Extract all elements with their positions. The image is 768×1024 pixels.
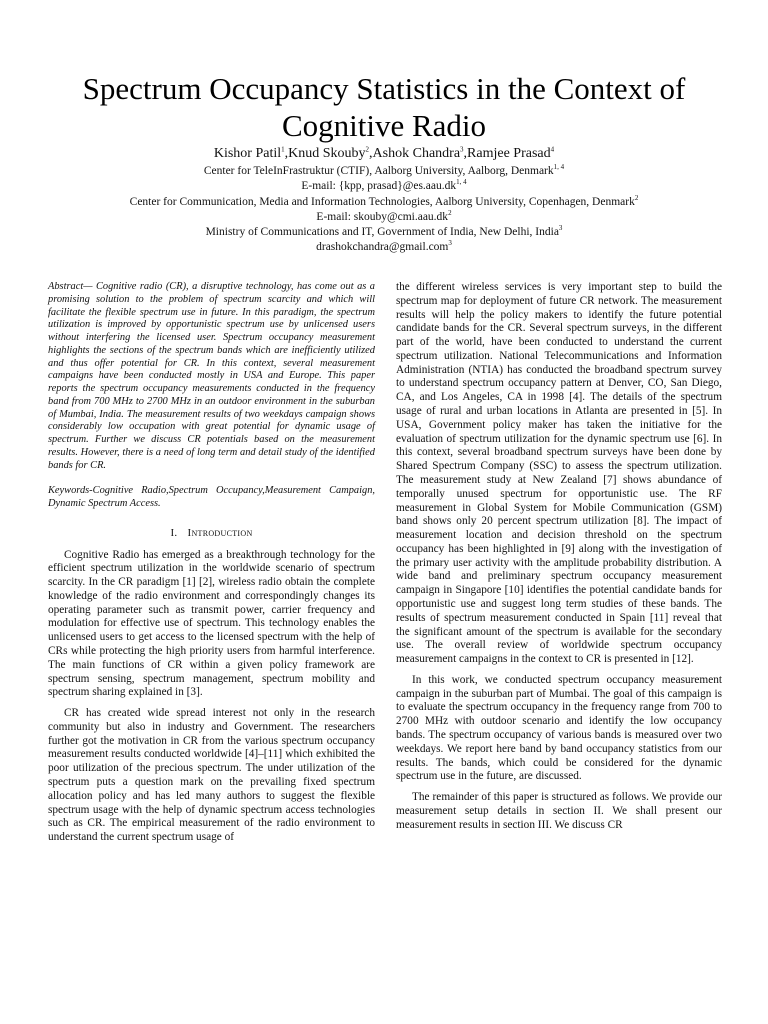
affiliation-line: Center for TeleInFrastruktur (CTIF), Aalborg University, Aalborg, Denmark$^{1, 4}$	[203, 163, 565, 177]
abstract: Abstract— Cognitive radio (CR), a disruptive technology, has come out as a promising solution to the problem of spectrum scarcity and which will facilitate the flexible spectrum use in future. In this paradigm, the spectrum utilization is improved by opportunistic spectrum use by unlicensed users without interfering the licensed user. Spectrum occupancy measurement highlights the sections of the spectrum bands which are inefficiently utilized and thus offer potential for CR. In this context, several measurement campaigns have been conducted mostly in USA and Europe. This paper reports the spectrum occupancy measurements conducted in the frequency band from 700 MHz to 2700 MHz in an outdoor environment in the suburban of Mumbai, India. The measurement results of two weekdays campaign shows considerably low occupation with great potential for dynamic usage of spectrum. Further we discuss CR potentials based on the measurement results. However, there is a need of long term and detail study of the identified bands for CR.	[48, 281, 375, 471]
body-paragraph: In this work, we conducted spectrum occupancy measurement campaign in the suburban part of Mumbai. The goal of this campaign is to evaluate the spectrum occupancy in the frequency range from 700 to 2700 MHz with outdoor scenario and identify the low occupancy bands. The spectrum occupancy of various bands is measured over two weekdays. We report here band by band occupancy statistics from our results. The bands, which could be considered for the dynamic spectrum use in the future, are discussed.	[396, 673, 722, 783]
email-line: E-mail: {kpp, prasad}@es.aau.dk$^{1, 4}$	[301, 178, 467, 193]
section-number: I.	[170, 526, 178, 539]
left-column	[48, 281, 375, 852]
title-line-1: Spectrum Occupancy Statistics in the Context of	[82, 71, 686, 106]
body-paragraph: Cognitive Radio has emerged as a breakthrough technology for the efficient spectrum utilization in the worldwide scenario of spectrum scarcity. In the CR paradigm [1] [2], wireless radio obtain the complete knowledge of the radio environment and correspondingly changes its operating parameter such as transmit power, carrier frequency and modulation for effective use of spectrum. This technology enables the unlicensed users to get access to the licensed spectrum with the help of CRs while protecting the high priority users from harmful interference. The main functions of CR within a given policy framework are spectrum sensing, spectrum management, spectrum mobility and spectrum sharing explained in [3].	[48, 548, 375, 699]
right-column	[396, 281, 722, 839]
affiliation-line: Ministry of Communications and IT, Government of India, New Delhi, India$^3$	[205, 224, 563, 239]
email-line: drashokchandra@gmail.com$^3$	[316, 239, 452, 254]
body-paragraph: CR has created wide spread interest not only in the research community but also in industry and Government. The researchers further got the motivation in CR from the various spectrum occupancy measurement results conducted worldwide [4]–[11] which exhibited the poor utilization of the precious spectrum. The under utilization of the spectrum puts a question mark on the prevailing fixed spectrum allocation policy and has led many authors to suggest the flexible spectrum usage with the help of dynamic spectrum access technologies such as CR. The empirical measurement of the radio environment to understand the current spectrum usage of	[48, 707, 375, 844]
section-heading-introduction	[48, 527, 375, 541]
affiliations	[40, 164, 728, 256]
keywords: Keywords-Cognitive Radio,Spectrum Occupancy,Measurement Campaign, Dynamic Spectrum Access.	[48, 485, 375, 509]
author: Ashok Chandra$^3$	[372, 145, 464, 161]
email-line: E-mail: $skouby@cmi.aau.dk^2$	[316, 209, 452, 223]
author-list: Kishor Patil$^1$,Knud Skouby$^2$,Ashok Chandra$^3$,Ramjee Prasad$^4$	[213, 145, 555, 161]
body-paragraph: the different wireless services is very important step to build the spectrum map for deployment of future CR network. The measurement results will help the policy makers to identify the future potential candidate bands for the CR. Several spectrum surveys, in the different part of the world, have been conducted to understand the current spectrum utilization. National Telecommunications and Information Administration (NTIA) has conducted the broadband spectrum survey to understand spectrum occupancy pattern at Denver, CO, San Diego, CA, and Los Angeles, CA in 1998 [4]. The details of the spectrum usage of rural and urban locations in Atlanta are presented in [5]. In USA, Government policy maker has taken the initiative for the evaluation of spectrum utilization for the dynamic spectrum use [6]. In this context, several broadband spectrum surveys have been done by Shared Spectrum Company (SSC) to assess the spectrum utilization. The measurement study at New Zealand [7] shows abundance of temporally unused spectrum for opportunistic use. The RF measurement in Global System for Mobile Communication (GSM) band shows only 20 percent spectrum utilization [8]. The impact of measurement location and decision threshold on the spectrum occupancy has been highlighted in [9] along with the investigation of the primary user activity with the amplitude probability distribution. A wide band and preliminary spectrum occupancy measurement campaign in Singapore [10] identifies the potential candidate bands for opportunistic use and suggest long term studies of these bands. The results of spectrum measurement conducted in Spain [11] reveal that the significant amount of the spectrum is available for the secondary use. The overall review of worldwide spectrum occupancy measurement campaigns in the context to CR is presented in [12].	[396, 281, 722, 666]
paper-title	[40, 70, 728, 144]
author: Kishor Patil$^1$	[213, 145, 285, 161]
title-line-2: Cognitive Radio	[281, 108, 487, 143]
author: Ramjee Prasad$^4$	[467, 145, 555, 161]
author: Knud Skouby$^2$	[288, 145, 370, 161]
body-paragraph: The remainder of this paper is structured as follows. We provide our measurement setup details in section II. We shall present our measurement results in section III. We discuss CR	[396, 791, 722, 831]
affiliation-line: Center for Communication, Media and Information Technologies, Aalborg University, Copenhagen, Denmark$^2$	[129, 193, 639, 208]
section-title: Introduction	[187, 526, 253, 539]
